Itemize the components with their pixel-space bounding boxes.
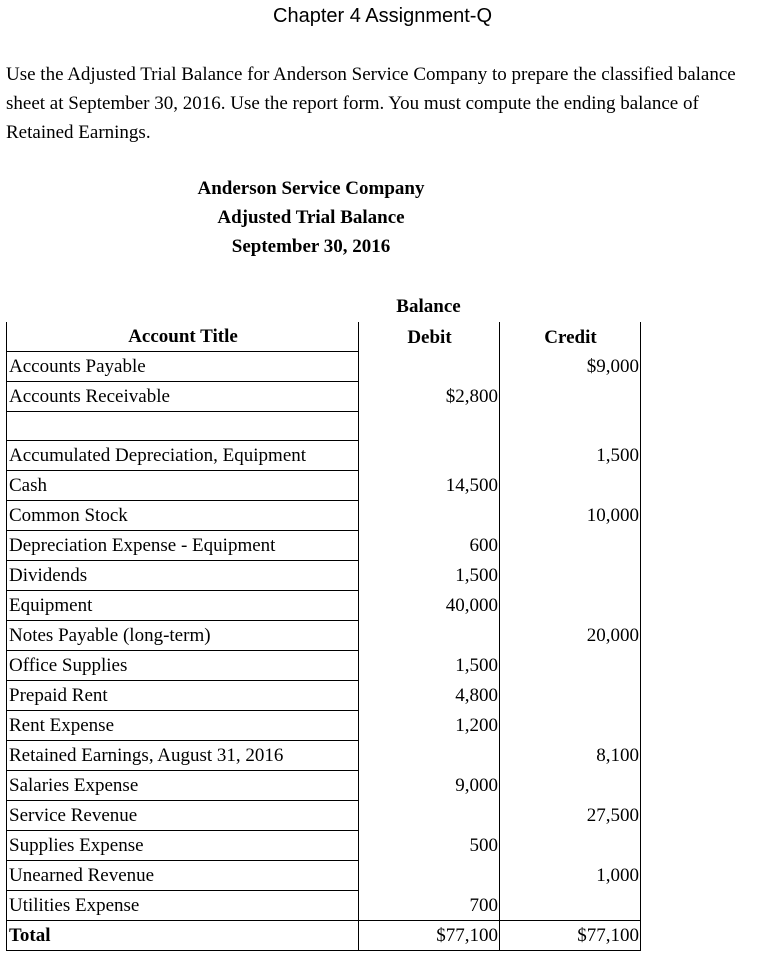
account-title-cell: Accumulated Depreciation, Equipment bbox=[7, 441, 359, 471]
table-header-row bbox=[7, 322, 641, 352]
table-row bbox=[7, 501, 641, 531]
debit-cell: 500 bbox=[359, 831, 500, 861]
table-row bbox=[7, 352, 641, 382]
total-row bbox=[7, 921, 641, 951]
table-row bbox=[7, 591, 641, 621]
debit-cell bbox=[359, 501, 500, 531]
debit-cell: $2,800 bbox=[359, 382, 500, 412]
column-header-credit: Credit bbox=[500, 322, 641, 352]
credit-cell bbox=[500, 891, 641, 921]
account-title-cell: Accounts Payable bbox=[7, 352, 359, 382]
debit-cell bbox=[359, 352, 500, 382]
debit-cell: 9,000 bbox=[359, 771, 500, 801]
credit-cell bbox=[500, 771, 641, 801]
debit-cell: 40,000 bbox=[359, 591, 500, 621]
credit-cell bbox=[500, 651, 641, 681]
spacer-row bbox=[7, 412, 641, 441]
credit-cell bbox=[500, 531, 641, 561]
credit-cell bbox=[500, 382, 641, 412]
account-title-cell: Dividends bbox=[7, 561, 359, 591]
credit-cell bbox=[500, 561, 641, 591]
table-row bbox=[7, 831, 641, 861]
credit-cell bbox=[500, 831, 641, 861]
table-row bbox=[7, 471, 641, 501]
credit-cell: 1,000 bbox=[500, 861, 641, 891]
table-row bbox=[7, 651, 641, 681]
table-row bbox=[7, 441, 641, 471]
table-row bbox=[7, 621, 641, 651]
credit-cell bbox=[500, 681, 641, 711]
account-title-cell: Common Stock bbox=[7, 501, 359, 531]
account-title-cell: Retained Earnings, August 31, 2016 bbox=[7, 741, 359, 771]
table-row bbox=[7, 861, 641, 891]
account-title-cell: Supplies Expense bbox=[7, 831, 359, 861]
empty-cell bbox=[500, 412, 641, 441]
account-title-cell: Depreciation Expense - Equipment bbox=[7, 531, 359, 561]
table-row bbox=[7, 711, 641, 741]
account-title-cell: Utilities Expense bbox=[7, 891, 359, 921]
credit-cell bbox=[500, 711, 641, 741]
table-row bbox=[7, 382, 641, 412]
debit-cell bbox=[359, 441, 500, 471]
column-header-debit: Debit bbox=[359, 322, 500, 352]
total-label: Total bbox=[7, 921, 359, 951]
table-row bbox=[7, 741, 641, 771]
instructions-text: Use the Adjusted Trial Balance for Anderson Service Company to prepare the classified balance sheet at September 30, 2016. Use the report form. You must compute the ending balance of Retained Earnings. bbox=[6, 64, 736, 143]
debit-cell bbox=[359, 801, 500, 831]
account-title-cell: Unearned Revenue bbox=[7, 861, 359, 891]
debit-cell: 600 bbox=[359, 531, 500, 561]
credit-cell: 20,000 bbox=[500, 621, 641, 651]
document-title: Chapter 4 Assignment-Q bbox=[273, 5, 492, 27]
table-row bbox=[7, 531, 641, 561]
table-row bbox=[7, 891, 641, 921]
debit-cell: 700 bbox=[359, 891, 500, 921]
credit-cell bbox=[500, 471, 641, 501]
credit-cell: 27,500 bbox=[500, 801, 641, 831]
table-row bbox=[7, 801, 641, 831]
total-credit: $77,100 bbox=[500, 921, 641, 951]
column-header-account-title: Account Title bbox=[7, 322, 359, 352]
table-row bbox=[7, 561, 641, 591]
credit-cell: 1,500 bbox=[500, 441, 641, 471]
account-title-cell: Rent Expense bbox=[7, 711, 359, 741]
credit-cell bbox=[500, 591, 641, 621]
credit-cell: 10,000 bbox=[500, 501, 641, 531]
debit-cell: 1,200 bbox=[359, 711, 500, 741]
account-title-cell: Service Revenue bbox=[7, 801, 359, 831]
account-title-cell: Salaries Expense bbox=[7, 771, 359, 801]
trial-balance-table bbox=[6, 322, 641, 951]
total-debit: $77,100 bbox=[359, 921, 500, 951]
debit-cell: 1,500 bbox=[359, 561, 500, 591]
empty-cell bbox=[7, 412, 359, 441]
debit-cell bbox=[359, 861, 500, 891]
credit-cell: $9,000 bbox=[500, 352, 641, 382]
account-title-cell: Accounts Receivable bbox=[7, 382, 359, 412]
empty-cell bbox=[359, 412, 500, 441]
account-title-cell: Cash bbox=[7, 471, 359, 501]
debit-cell: 4,800 bbox=[359, 681, 500, 711]
debit-cell bbox=[359, 741, 500, 771]
company-name: Anderson Service Company bbox=[197, 178, 425, 199]
account-title-cell: Office Supplies bbox=[7, 651, 359, 681]
balance-group-header: Balance bbox=[396, 296, 461, 317]
debit-cell: 1,500 bbox=[359, 651, 500, 681]
account-title-cell: Equipment bbox=[7, 591, 359, 621]
credit-cell: 8,100 bbox=[500, 741, 641, 771]
debit-cell: 14,500 bbox=[359, 471, 500, 501]
statement-name: Adjusted Trial Balance bbox=[217, 207, 405, 228]
statement-date: September 30, 2016 bbox=[231, 236, 391, 257]
account-title-cell: Prepaid Rent bbox=[7, 681, 359, 711]
account-title-cell: Notes Payable (long-term) bbox=[7, 621, 359, 651]
debit-cell bbox=[359, 621, 500, 651]
table-row bbox=[7, 681, 641, 711]
table-row bbox=[7, 771, 641, 801]
